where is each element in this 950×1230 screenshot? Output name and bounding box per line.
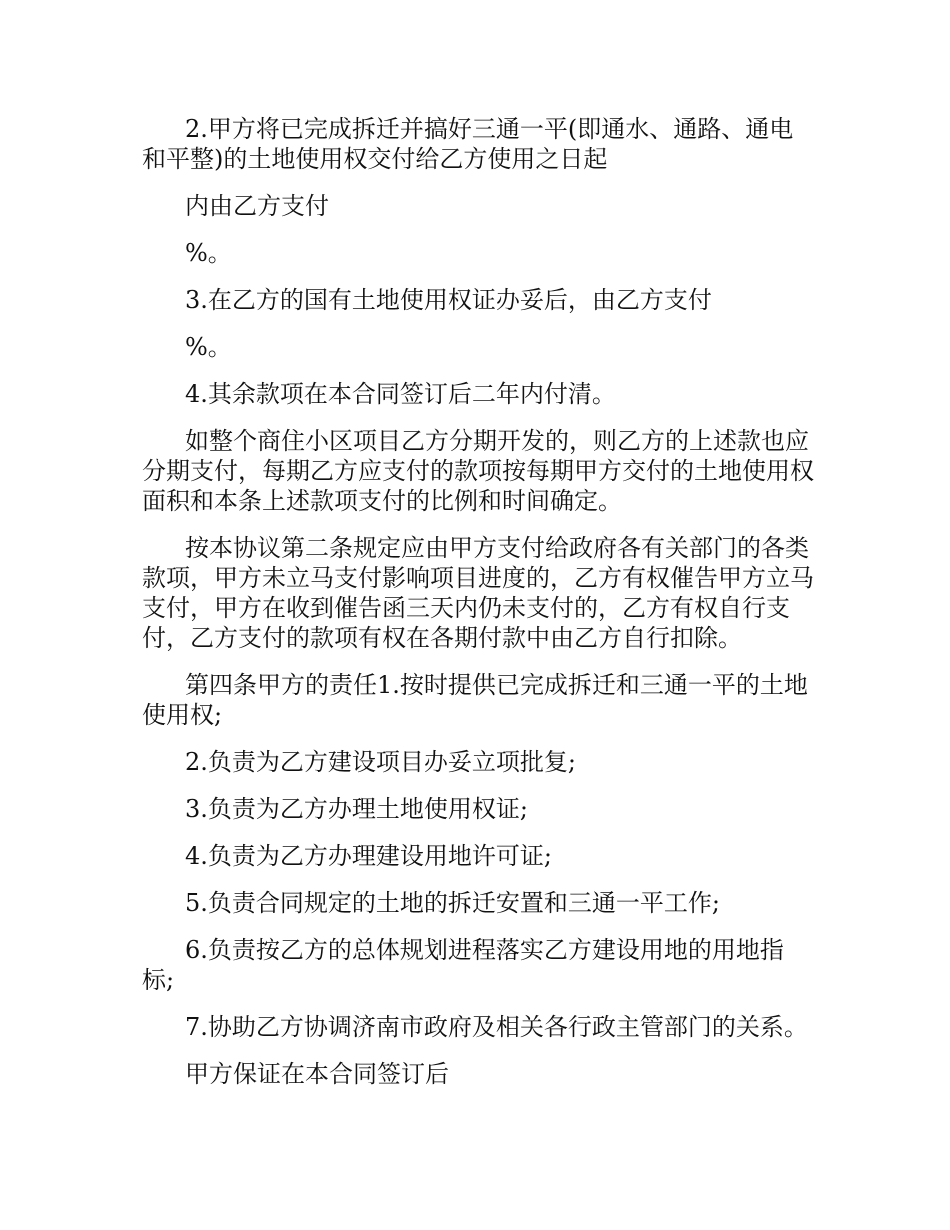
paragraph-duty-6: 6.负责按乙方的总体规划进程落实乙方建设用地的用地指标; <box>142 936 784 994</box>
document-body <box>142 114 814 1106</box>
paragraph-duty-2: 2.负责为乙方建设项目办妥立项批复; <box>185 748 576 776</box>
paragraph-guarantee: 甲方保证在本合同签订后 <box>185 1060 449 1088</box>
paragraph-phased-payment: 如整个商住小区项目乙方分期开发的，则乙方的上述款也应分期支付，每期乙方应支付的款项按每期甲方交付的土地使用权面积和本条上述款项支付的比例和时间确定。 <box>142 427 814 515</box>
paragraph-duty-3: 3.负责为乙方办理土地使用权证; <box>185 795 528 823</box>
paragraph-percent-1: %。 <box>185 239 232 267</box>
paragraph-remaining-payment: 4.其余款项在本合同签订后二年内付清。 <box>185 380 616 408</box>
paragraph-payment-within: 内由乙方支付 <box>185 192 329 220</box>
paragraph-government-fees: 按本协议第二条规定应由甲方支付给政府各有关部门的各类款项，甲方未立马支付影响项目进度的，乙方有权催告甲方立马支付，甲方在收到催告函三天内仍未支付的，乙方有权自行支付，乙方支付的款项有权在各期付款中由乙方自行扣除。 <box>142 534 814 652</box>
paragraph-duty-5: 5.负责合同规定的土地的拆迁安置和三通一平工作; <box>185 889 720 917</box>
paragraph-duty-4: 4.负责为乙方办理建设用地许可证; <box>185 842 552 870</box>
paragraph-certificate-payment: 3.在乙方的国有土地使用权证办妥后，由乙方支付 <box>185 286 712 314</box>
paragraph-duty-7: 7.协助乙方协调济南市政府及相关各行政主管部门的关系。 <box>185 1013 808 1041</box>
paragraph-article-four: 第四条甲方的责任1.按时提供已完成拆迁和三通一平的土地使用权; <box>142 671 808 729</box>
paragraph-land-delivery: 2.甲方将已完成拆迁并搞好三通一平(即通水、通路、通电和平整)的土地使用权交付给乙方使用之日起 <box>142 115 794 173</box>
paragraph-percent-2: %。 <box>185 333 232 361</box>
